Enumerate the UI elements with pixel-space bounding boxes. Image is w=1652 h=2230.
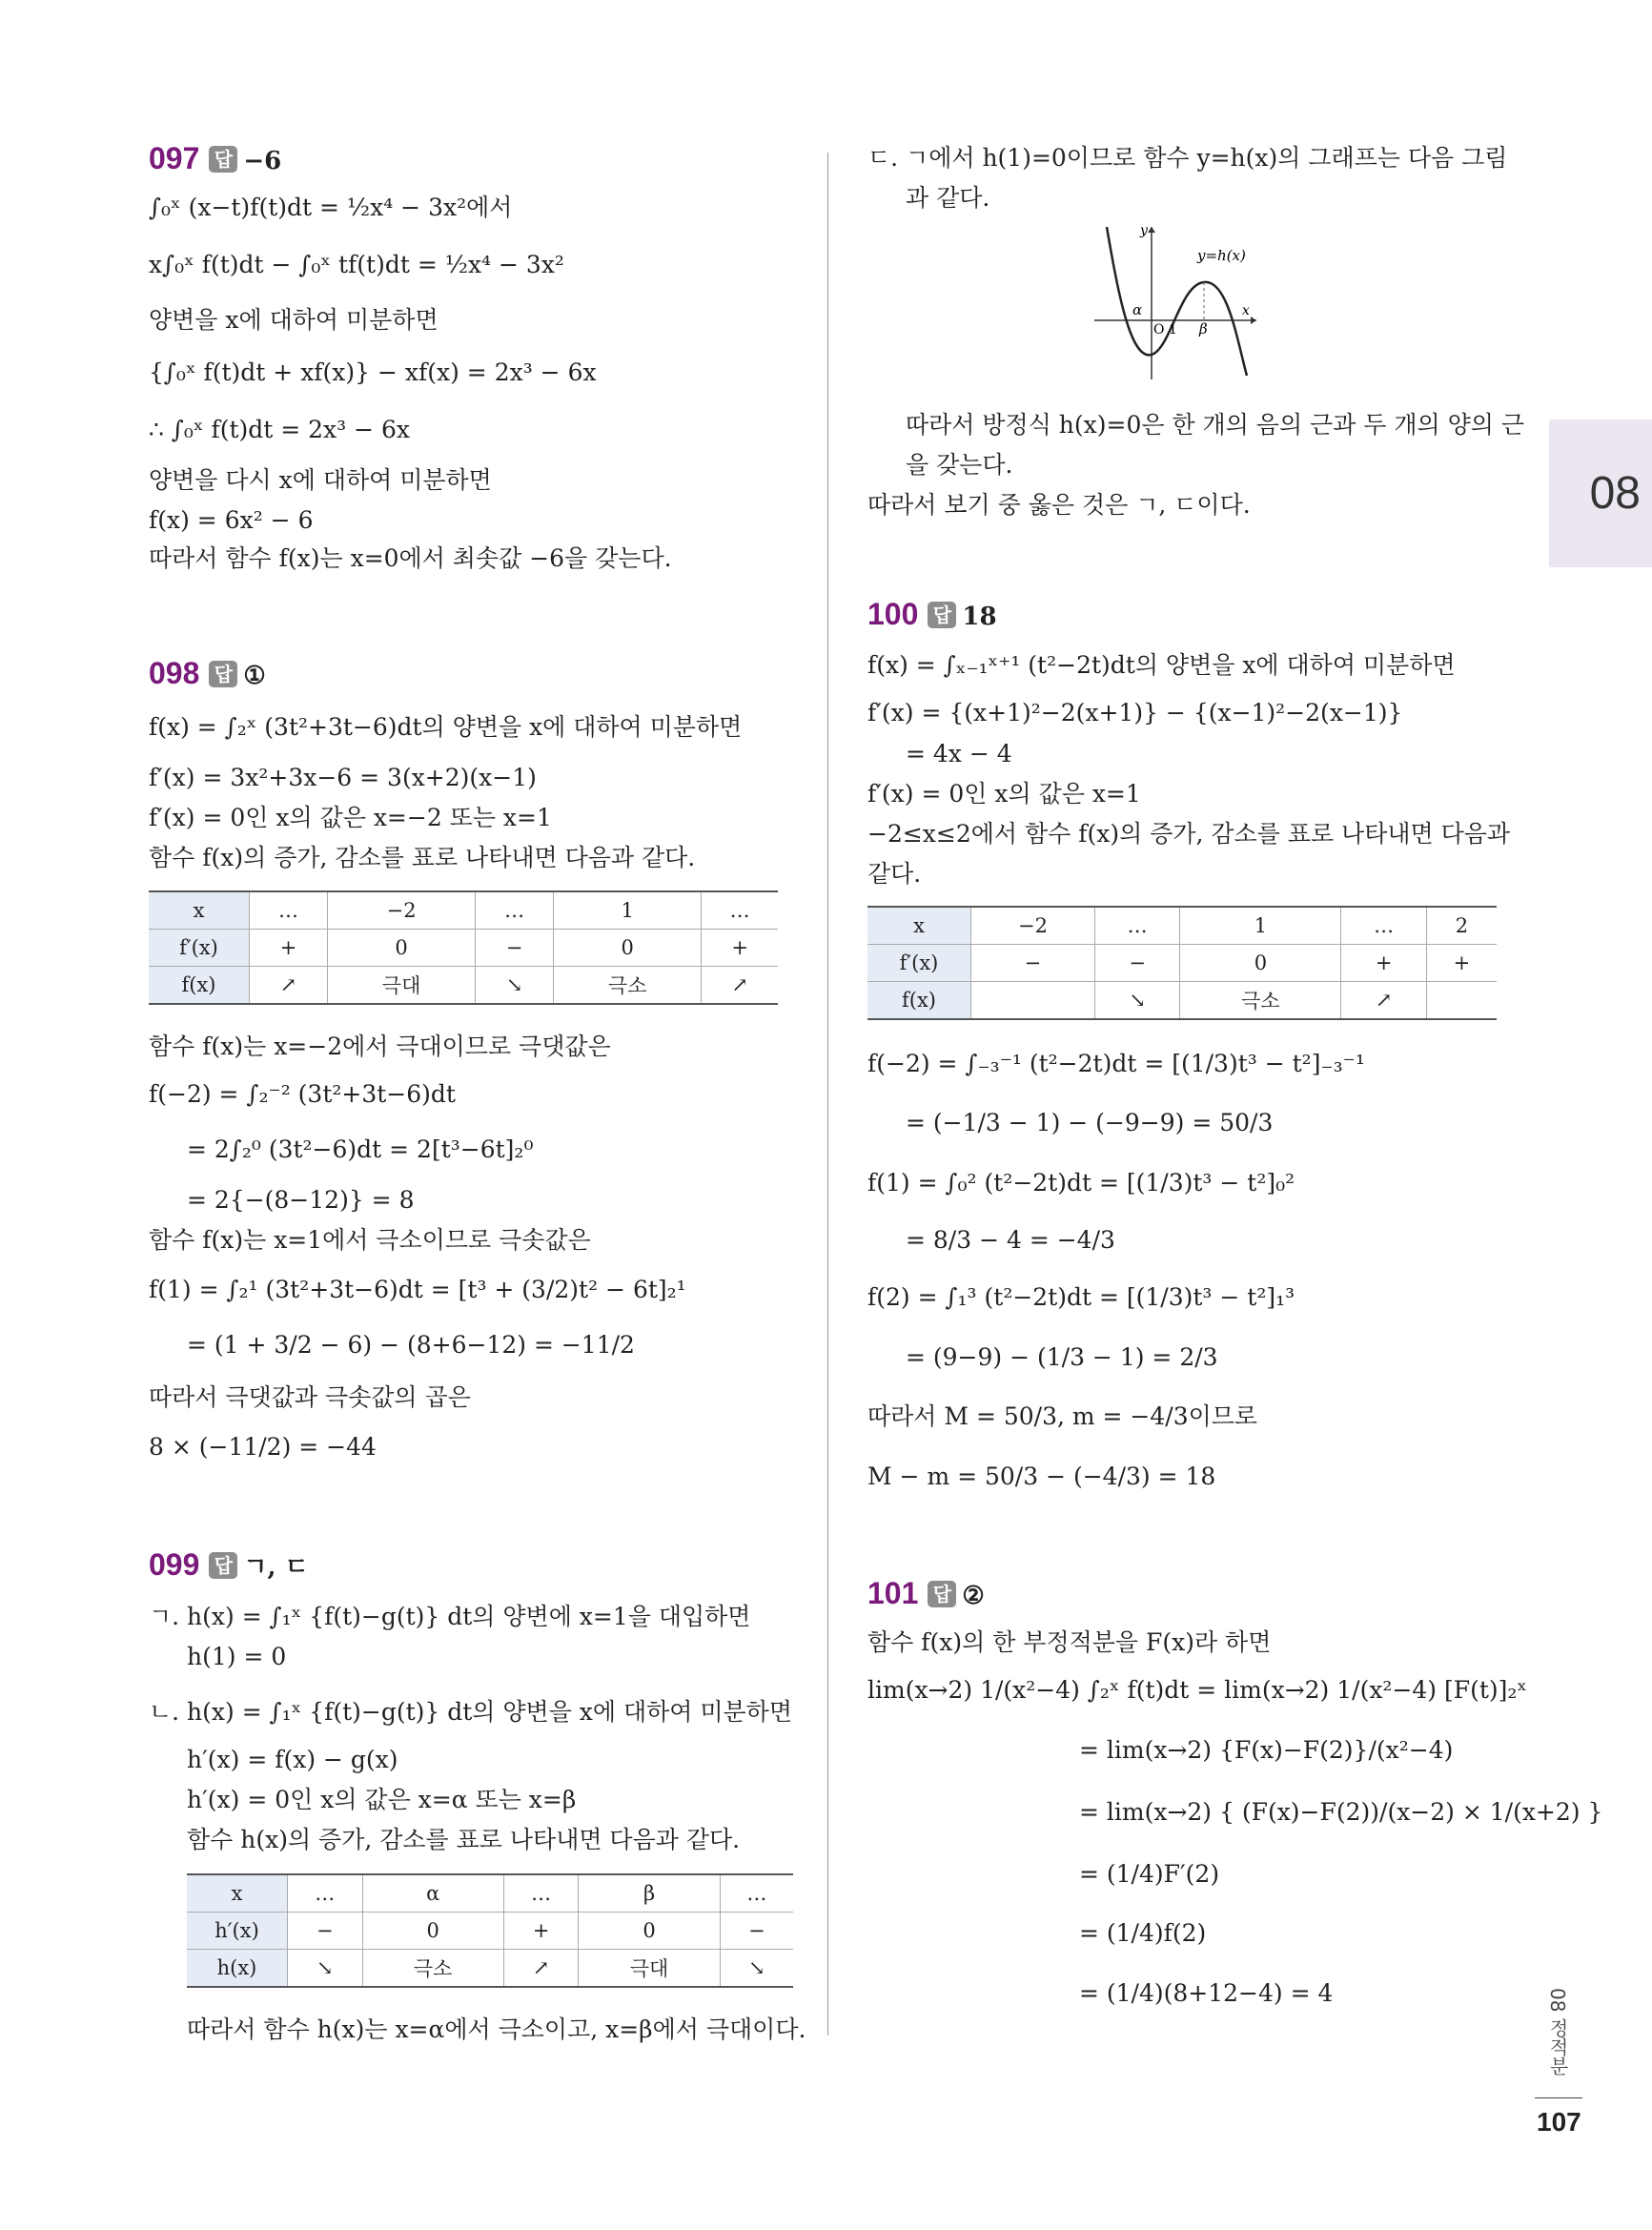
table-cell: + xyxy=(702,930,778,967)
chapter-tab-label: 08 xyxy=(1589,468,1641,519)
graph-h-of-x xyxy=(1094,227,1256,379)
graph-one-label: 1 xyxy=(1169,322,1177,338)
table-cell: ↘ xyxy=(720,1950,793,1988)
table-cell: + xyxy=(1341,945,1426,982)
problem-number: 097 xyxy=(149,141,200,175)
table-cell: 1 xyxy=(1180,907,1341,945)
solution-line: = 4x − 4 xyxy=(906,740,1012,767)
problem-header-099 xyxy=(149,1549,309,1583)
solution-line: 함수 f(x)는 x=−2에서 극대이므로 극댓값은 xyxy=(149,1033,611,1060)
table-cell: 극대 xyxy=(579,1950,720,1988)
solution-line: h(1) = 0 xyxy=(187,1643,287,1670)
solution-line: 함수 f(x)는 x=1에서 극소이므로 극솟값은 xyxy=(149,1226,591,1254)
solution-line: 따라서 방정식 h(x)=0은 한 개의 음의 근과 두 개의 양의 근 xyxy=(906,411,1525,439)
solution-line: f(−2) = ∫₂⁻² (3t²+3t−6)dt xyxy=(149,1080,456,1108)
graph-beta-label: β xyxy=(1199,320,1208,338)
table-cell: − xyxy=(971,945,1095,982)
solution-line: = (−1/3 − 1) − (−9−9) = 50/3 xyxy=(906,1109,1274,1136)
table-cell: x xyxy=(867,907,971,945)
table-cell: − xyxy=(288,1913,363,1950)
solution-line: = (1/4)F′(2) xyxy=(1079,1860,1220,1888)
table-cell: … xyxy=(288,1874,363,1913)
table-cell: ↘ xyxy=(1094,982,1179,1020)
sign-table-099 xyxy=(187,1873,793,1988)
sign-table-100 xyxy=(867,906,1497,1020)
table-cell: … xyxy=(1094,907,1179,945)
solution-line: M − m = 50/3 − (−4/3) = 18 xyxy=(867,1463,1216,1490)
footer-rule xyxy=(1535,2097,1582,2098)
solution-line: lim(x→2) 1/(x²−4) ∫₂ˣ f(t)dt = lim(x→2) 1/(x²−4) [F(t)]₂ˣ xyxy=(867,1676,1528,1704)
table-cell: ↘ xyxy=(288,1950,363,1988)
x-axis-arrow xyxy=(1251,317,1256,324)
table-cell xyxy=(1426,982,1497,1020)
problem-header-098 xyxy=(149,658,266,691)
table-cell: 0 xyxy=(579,1913,720,1950)
table-cell: f(x) xyxy=(867,982,971,1020)
table-cell: h′(x) xyxy=(187,1913,288,1950)
table-cell: … xyxy=(250,891,328,930)
table-cell: ↗ xyxy=(503,1950,579,1988)
table-row xyxy=(867,945,1497,982)
table-cell: ↗ xyxy=(702,967,778,1005)
table-cell: ↘ xyxy=(476,967,554,1005)
answer-badge: 답 xyxy=(928,602,956,628)
table-cell: … xyxy=(476,891,554,930)
solution-line: f(2) = ∫₁³ (t²−2t)dt = [(1/3)t³ − t²]₁³ xyxy=(867,1283,1295,1311)
table-cell: h(x) xyxy=(187,1950,288,1988)
solution-line: {∫₀ˣ f(t)dt + xf(x)} − xf(x) = 2x³ − 6x xyxy=(149,358,597,386)
table-cell: + xyxy=(250,930,328,967)
table-cell: α xyxy=(362,1874,503,1913)
solution-line: h′(x) = 0인 x의 값은 x=α 또는 x=β xyxy=(187,1786,577,1813)
solution-line: ∴ ∫₀ˣ f(t)dt = 2x³ − 6x xyxy=(149,416,411,443)
table-cell: + xyxy=(1426,945,1497,982)
table-cell: 2 xyxy=(1426,907,1497,945)
answer-badge: 답 xyxy=(928,1581,956,1607)
solution-line: = 2∫₂⁰ (3t²−6)dt = 2[t³−6t]₂⁰ xyxy=(187,1135,534,1163)
solution-line: 양변을 다시 x에 대하여 미분하면 xyxy=(149,466,492,494)
problem-number: 100 xyxy=(867,597,919,631)
answer-badge: 답 xyxy=(209,1552,237,1579)
table-cell: + xyxy=(503,1913,579,1950)
table-cell: 극소 xyxy=(1180,982,1341,1020)
solution-line: = 2{−(8−12)} = 8 xyxy=(187,1186,415,1214)
table-cell: f(x) xyxy=(149,967,250,1005)
table-cell: … xyxy=(702,891,778,930)
table-cell: … xyxy=(503,1874,579,1913)
solution-line: f(1) = ∫₂¹ (3t²+3t−6)dt = [t³ + (3/2)t² − 6t]₂¹ xyxy=(149,1276,686,1303)
solution-line: f(−2) = ∫₋₃⁻¹ (t²−2t)dt = [(1/3)t³ − t²]₋₃⁻¹ xyxy=(867,1050,1365,1077)
solution-line: = (1/4)f(2) xyxy=(1079,1919,1207,1947)
solution-line: = 8/3 − 4 = −4/3 xyxy=(906,1226,1115,1254)
solution-line: ∫₀ˣ (x−t)f(t)dt = ½x⁴ − 3x²에서 xyxy=(149,194,513,221)
solution-line: h′(x) = f(x) − g(x) xyxy=(187,1746,398,1773)
solution-line: 함수 h(x)의 증가, 감소를 표로 나타내면 다음과 같다. xyxy=(187,1826,741,1853)
answer-value: ② xyxy=(962,1582,985,1610)
problem-header-097 xyxy=(149,143,281,176)
table-cell: f′(x) xyxy=(867,945,971,982)
column-divider xyxy=(827,153,828,2036)
table-row xyxy=(187,1950,793,1988)
table-row xyxy=(149,967,778,1005)
table-cell: … xyxy=(720,1874,793,1913)
table-cell: − xyxy=(476,930,554,967)
table-cell: − xyxy=(720,1913,793,1950)
table-cell: x xyxy=(187,1874,288,1913)
problem-header-100 xyxy=(867,599,997,632)
table-cell: 극소 xyxy=(554,967,702,1005)
graph-origin-label: O xyxy=(1153,322,1165,338)
table-row xyxy=(187,1874,793,1913)
solution-line: = (9−9) − (1/3 − 1) = 2/3 xyxy=(906,1343,1218,1371)
y-axis-arrow xyxy=(1148,227,1155,233)
page-number: 107 xyxy=(1537,2107,1581,2137)
graph-x-label: x xyxy=(1242,303,1250,318)
problem-number: 098 xyxy=(149,656,200,690)
solution-line: 같다. xyxy=(867,860,922,888)
table-cell: 0 xyxy=(1180,945,1341,982)
problem-header-101 xyxy=(867,1578,985,1611)
table-cell xyxy=(971,982,1095,1020)
problem-number: 099 xyxy=(149,1547,200,1582)
solution-line: 따라서 함수 h(x)는 x=α에서 극소이고, x=β에서 극대이다. xyxy=(187,2015,806,2043)
solution-line: f(x) = ∫₂ˣ (3t²+3t−6)dt의 양변을 x에 대하여 미분하면 xyxy=(149,713,743,741)
solution-line: ㄷ. ㄱ에서 h(1)=0이므로 함수 y=h(x)의 그래프는 다음 그림 xyxy=(867,144,1508,172)
table-cell: −2 xyxy=(971,907,1095,945)
solution-line: 따라서 보기 중 옳은 것은 ㄱ, ㄷ이다. xyxy=(867,491,1251,519)
table-cell: 극대 xyxy=(328,967,476,1005)
answer-value: ① xyxy=(243,662,266,690)
solution-line: 양변을 x에 대하여 미분하면 xyxy=(149,306,438,334)
table-row xyxy=(149,930,778,967)
table-cell: 0 xyxy=(362,1913,503,1950)
solution-line: = lim(x→2) {F(x)−F(2)}/(x²−4) xyxy=(1079,1736,1454,1764)
graph-y-label: y xyxy=(1140,227,1148,238)
table-cell: − xyxy=(1094,945,1179,982)
answer-value: ㄱ, ㄷ xyxy=(243,1553,309,1582)
table-cell: 0 xyxy=(554,930,702,967)
table-cell: 0 xyxy=(328,930,476,967)
solution-line: 함수 f(x)의 증가, 감소를 표로 나타내면 다음과 같다. xyxy=(149,844,696,871)
chapter-side-label: 08 정적분 xyxy=(1546,1988,1569,2076)
table-row xyxy=(867,907,1497,945)
solution-line: ㄴ. h(x) = ∫₁ˣ {f(t)−g(t)} dt의 양변을 x에 대하여 미분하면 xyxy=(149,1698,792,1726)
table-cell: ↗ xyxy=(250,967,328,1005)
solution-line: = lim(x→2) { (F(x)−F(2))/(x−2) × 1/(x+2) } xyxy=(1079,1798,1603,1826)
graph-curve-label: y=h(x) xyxy=(1197,247,1246,264)
solution-line: 따라서 M = 50/3, m = −4/3이므로 xyxy=(867,1402,1258,1430)
solution-line: ㄱ. h(x) = ∫₁ˣ {f(t)−g(t)} dt의 양변에 x=1을 대입하면 xyxy=(149,1603,751,1630)
solution-line: 8 × (−11/2) = −44 xyxy=(149,1433,377,1461)
answer-badge: 답 xyxy=(209,146,237,173)
solution-line: f′(x) = 0인 x의 값은 x=−2 또는 x=1 xyxy=(149,804,552,831)
graph-alpha-label: α xyxy=(1132,301,1143,318)
solution-line: f′(x) = {(x+1)²−2(x+1)} − {(x−1)²−2(x−1)} xyxy=(867,699,1403,726)
solution-line: f(x) = 6x² − 6 xyxy=(149,506,314,534)
solution-line: f′(x) = 3x²+3x−6 = 3(x+2)(x−1) xyxy=(149,764,537,791)
table-cell: β xyxy=(579,1874,720,1913)
table-cell: 극소 xyxy=(362,1950,503,1988)
table-row xyxy=(867,982,1497,1020)
table-cell: f′(x) xyxy=(149,930,250,967)
table-row xyxy=(149,891,778,930)
solution-line: 을 갖는다. xyxy=(906,451,1013,479)
answer-badge: 답 xyxy=(209,661,237,687)
table-cell: ↗ xyxy=(1341,982,1426,1020)
solution-line: f′(x) = 0인 x의 값은 x=1 xyxy=(867,780,1141,808)
solution-line: 따라서 극댓값과 극솟값의 곱은 xyxy=(149,1383,471,1411)
solution-line: 과 같다. xyxy=(906,184,990,212)
solution-line: x∫₀ˣ f(t)dt − ∫₀ˣ tf(t)dt = ½x⁴ − 3x² xyxy=(149,251,564,278)
table-row xyxy=(187,1913,793,1950)
solution-line: f(x) = ∫ₓ₋₁ˣ⁺¹ (t²−2t)dt의 양변을 x에 대하여 미분하면 xyxy=(867,651,1456,679)
problem-number: 101 xyxy=(867,1576,919,1610)
solution-line: 따라서 함수 f(x)는 x=0에서 최솟값 −6을 갖는다. xyxy=(149,544,672,572)
table-cell: x xyxy=(149,891,250,930)
solution-line: 함수 f(x)의 한 부정적분을 F(x)라 하면 xyxy=(867,1628,1272,1656)
solution-line: = (1/4)(8+12−4) = 4 xyxy=(1079,1979,1334,2007)
table-cell: … xyxy=(1341,907,1426,945)
answer-value: −6 xyxy=(243,147,282,175)
solution-line: −2≤x≤2에서 함수 f(x)의 증가, 감소를 표로 나타내면 다음과 xyxy=(867,820,1511,848)
answer-value: 18 xyxy=(962,603,997,631)
solution-line: f(1) = ∫₀² (t²−2t)dt = [(1/3)t³ − t²]₀² xyxy=(867,1169,1295,1197)
solution-line: = (1 + 3/2 − 6) − (8+6−12) = −11/2 xyxy=(187,1331,635,1359)
table-cell: 1 xyxy=(554,891,702,930)
table-cell: −2 xyxy=(328,891,476,930)
sign-table-098 xyxy=(149,890,778,1005)
